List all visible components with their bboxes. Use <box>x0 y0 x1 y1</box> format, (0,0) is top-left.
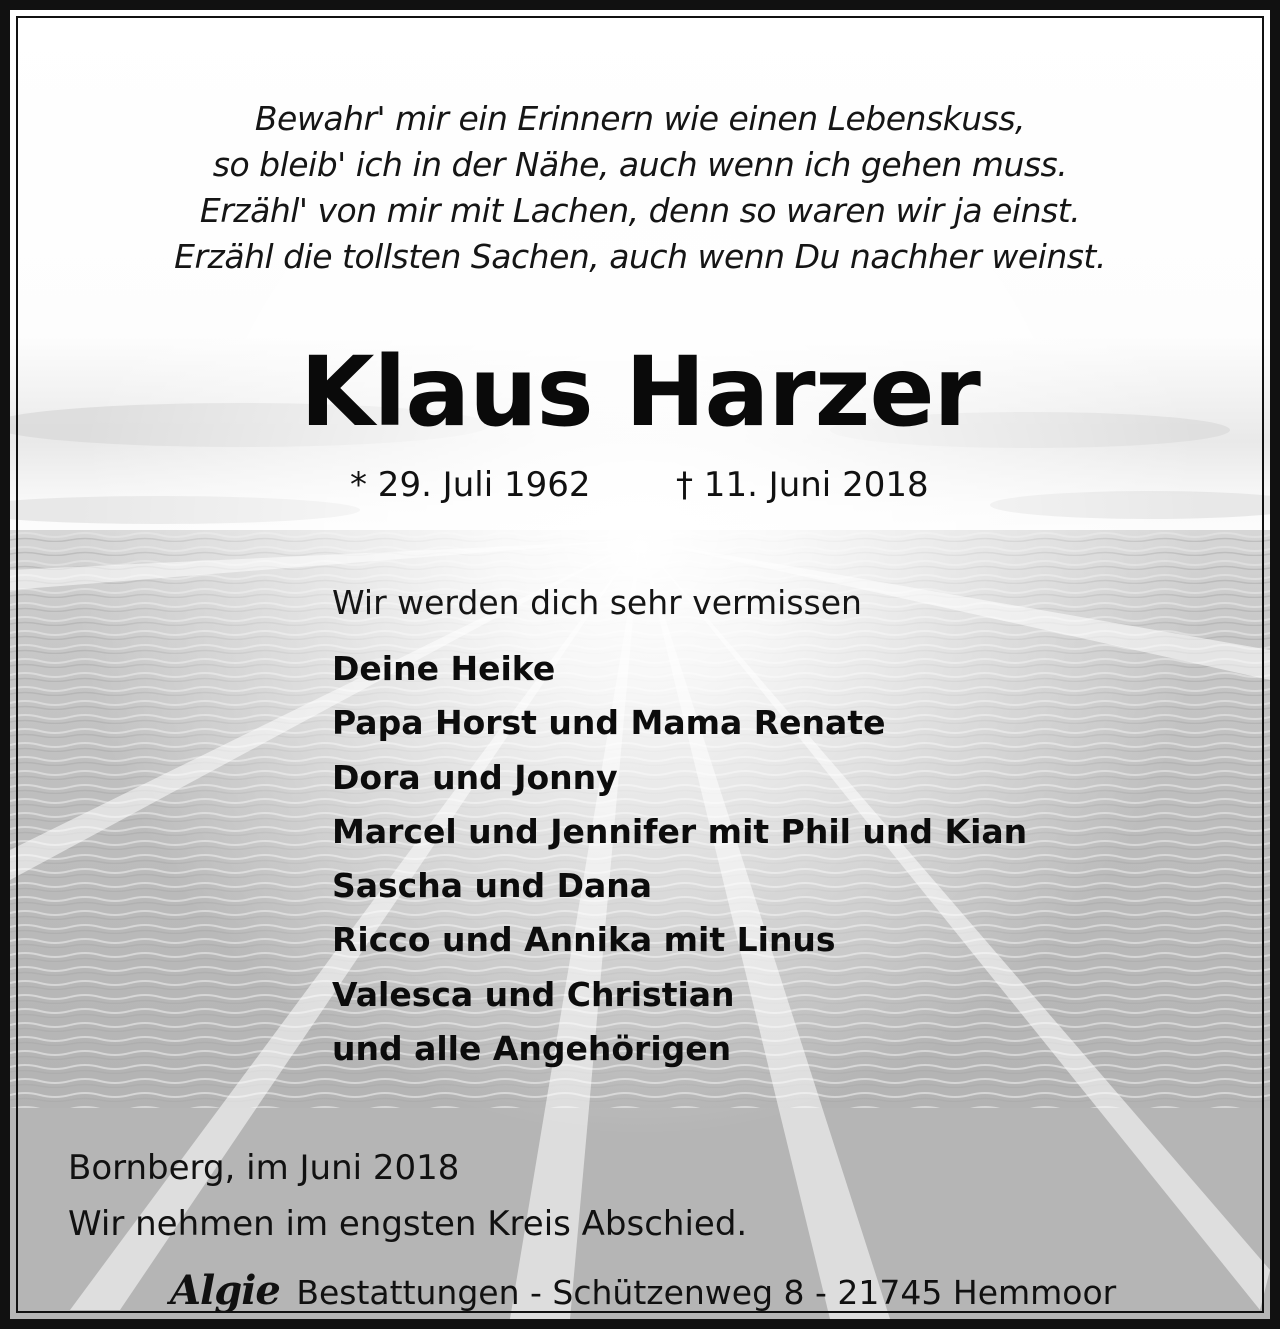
death-date: † 11. Juni 2018 <box>676 465 929 505</box>
missing-statement: Wir werden dich sehr vermissen <box>332 583 862 622</box>
poem-line: Bewahr' mir ein Erinnern wie einen Lebenskuss, <box>254 99 1026 138</box>
deceased-name: Klaus Harzer <box>300 336 980 448</box>
mourner: Papa Horst und Mama Renate <box>332 703 886 743</box>
poem-line: Erzähl die tollsten Sachen, auch wenn Du nachher weinst. <box>174 237 1106 276</box>
birth-date: * 29. Juli 1962 <box>350 465 591 505</box>
mourner: Valesca und Christian <box>332 974 735 1014</box>
funeral-home-address: Bestattungen - Schützenweg 8 - 21745 Hemmoor <box>296 1273 1117 1312</box>
place-date: Bornberg, im Juni 2018 <box>68 1148 460 1188</box>
poem <box>10 96 1270 280</box>
mourner: Deine Heike <box>332 649 556 688</box>
mourner: und alle Angehörigen <box>332 1029 732 1069</box>
funeral-home-footer <box>170 1268 1116 1316</box>
funeral-home-logo: Algie <box>170 1267 280 1314</box>
mourner: Ricco und Annika mit Linus <box>332 920 836 960</box>
poem-line: Erzähl' von mir mit Lachen, denn so waren wir ja einst. <box>199 191 1081 230</box>
mourners-list <box>332 642 1027 1076</box>
farewell-note: Wir nehmen im engsten Kreis Abschied. <box>68 1204 748 1244</box>
mourner: Dora und Jonny <box>332 757 618 797</box>
mourner: Sascha und Dana <box>332 866 653 906</box>
mourner: Marcel und Jennifer mit Phil und Kian <box>332 811 1028 851</box>
poem-line: so bleib' ich in der Nähe, auch wenn ich gehen muss. <box>212 145 1068 184</box>
place-and-notice <box>68 1140 747 1252</box>
